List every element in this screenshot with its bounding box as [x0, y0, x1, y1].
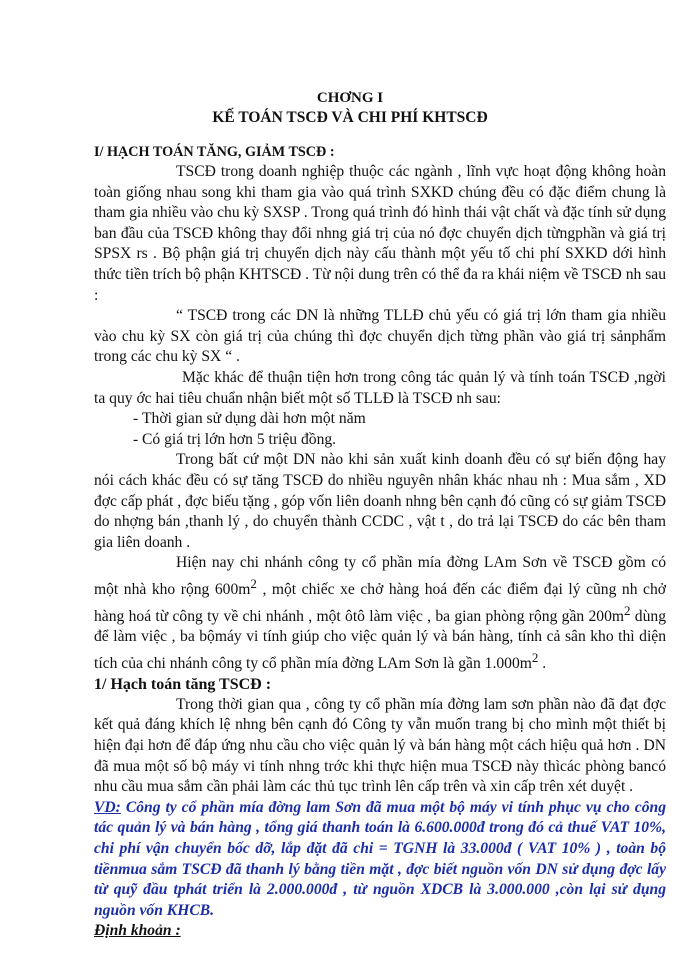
chapter-label: CHƠNG I	[316, 90, 384, 106]
bullet-item	[94, 430, 666, 451]
bullet-mark: -	[133, 430, 139, 448]
superscript: 2	[250, 575, 257, 591]
example-lead: VD:	[94, 798, 121, 816]
dinh-khoan-heading: Định khoản :	[94, 922, 181, 940]
paragraph: Hiện nay chi nhánh công ty cổ phần mía đờng LAm Sơn về TSCĐ gồm có một nhà kho rộng $600m^2$ , một chiếc xe chở hàng hoá đến các điểm đại lý cũng nh chở hàng hoá từ công ty về chi nhánh , một ôtô làm việc , ba gian phòng rộng gần $200m^2$ dùng để làm việc , ba bộmáy vi tính giúp cho việc quản lý và bán hàng, tính cả sân kho thì diện tích của chi nhánh công ty cổ phần mía đờng LAm Sơn là gần $1.000m^2$ .	[94, 554, 666, 673]
chapter-title: KẾ TOÁN TSCĐ VÀ CHI PHÍ KHTSCĐ	[212, 109, 488, 126]
subsection-heading: 1/ Hạch toán tăng TSCĐ :	[94, 675, 272, 693]
superscript: 2	[624, 602, 631, 618]
bullet-mark: -	[133, 410, 139, 428]
paragraph: Trong bất cứ một DN nào khi sản xuất kinh doanh đều có sự biến động hay nói cách khác đều có sự tăng TSCĐ do nhiều nguyên nhân khác nhau nh : Mua sắm , XD đợc cấp phát , đợc biếu tặng , góp vốn liên doanh nhng bên cạnh đó cũng có sự giảm TSCĐ do nhợng bán ,thanh lý , do chuyển thành CCDC , vật t , do trả lại TSCĐ do các bên tham gia liên doanh .	[94, 451, 666, 551]
paragraph: TSCĐ trong doanh nghiệp thuộc các ngành , lĩnh vực hoạt động không hoàn toàn giống nhau song khi tham gia vào quá trình SXKD chúng đều có đặc điểm chung là tham gia nhiều vào chu kỳ SXSP . Trong quá trình đó hình thái vật chất và đặc tính sử dụng ban đầu của TSCĐ không thay đổi nhng giá trị của nó đợc chuyển dịch từngphần và giá trị SPSX rs . Bộ phận giá trị chuyển dịch này cấu thành một yếu tố chi phí SXKD dới hình thức tiền trích bộ phận KHTSCĐ . Từ nội dung trên có thể đa ra khái niệm về TSCĐ nh sau :	[94, 163, 666, 304]
superscript: 2	[531, 650, 539, 666]
bullet-text: Có giá trị lớn hơn 5 triệu đồng.	[142, 430, 337, 448]
paragraph: Trong thời gian qua , công ty cổ phần mía đờng lam sơn phần nào đã đạt đợc kết quả đáng khích lệ nhng bên cạnh đó Công ty vẫn muốn trang bị cho mình một thiết bị hiện đại hơn để đáp ứng nhu cầu cho việc quản lý và bán hàng một cách hiệu quả hơn . DN đã mua một số bộ máy vi tính nhng trớc khi thực hiện mua TSCĐ này thìcác phòng bancó nhu cầu mua sắm cần phải làm các thủ tục trình lên cấp trên và xin cấp trên xét duyệt .	[94, 695, 666, 796]
paragraph: Mặc khác để thuận tiện hơn trong công tác quản lý và tính toán TSCĐ ,ngời ta quy ớc hai tiêu chuẩn nhận biết một số TLLĐ là TSCĐ nh sau:	[94, 368, 666, 407]
bullet-text: Thời gian sử dụng dài hơn một năm	[142, 410, 366, 428]
example-paragraph: VD: Công ty cổ phần mía đờng lam Sơn đã mua một bộ máy vi tính phục vụ cho công tác quản lý và bán hàng , tổng giá thanh toán là 6.600.000đ trong đó cả thuế VAT 10%, chi phí vận chuyển bốc dỡ, lắp đặt đã chi = TGNH là 33.000đ ( VAT 10% ) , toàn bộ tiềnmua sắm TSCĐ đã thanh lý bằng tiền mặt , đợc biết nguồn vốn DN sử dụng đợc lấy từ quỹ đầu tphát triển là 2.000.000đ , từ nguồn XDCB là 3.000.000 ,còn lại sử dụng nguồn vốn KHCB.	[94, 798, 666, 919]
section-heading: I/ HẠCH TOÁN TĂNG, GIẢM TSCĐ :	[94, 144, 335, 160]
definition-quote: “ TSCĐ trong các DN là những TLLĐ chủ yếu có giá trị lớn tham gia nhiều vào chu kỳ SX còn giá trị của chúng thì đợc chuyển dịch từng phần vào giá trị sảnphẩm trong các chu kỳ SX “ .	[94, 307, 666, 366]
document-body	[94, 142, 666, 942]
bullet-item	[94, 409, 666, 430]
